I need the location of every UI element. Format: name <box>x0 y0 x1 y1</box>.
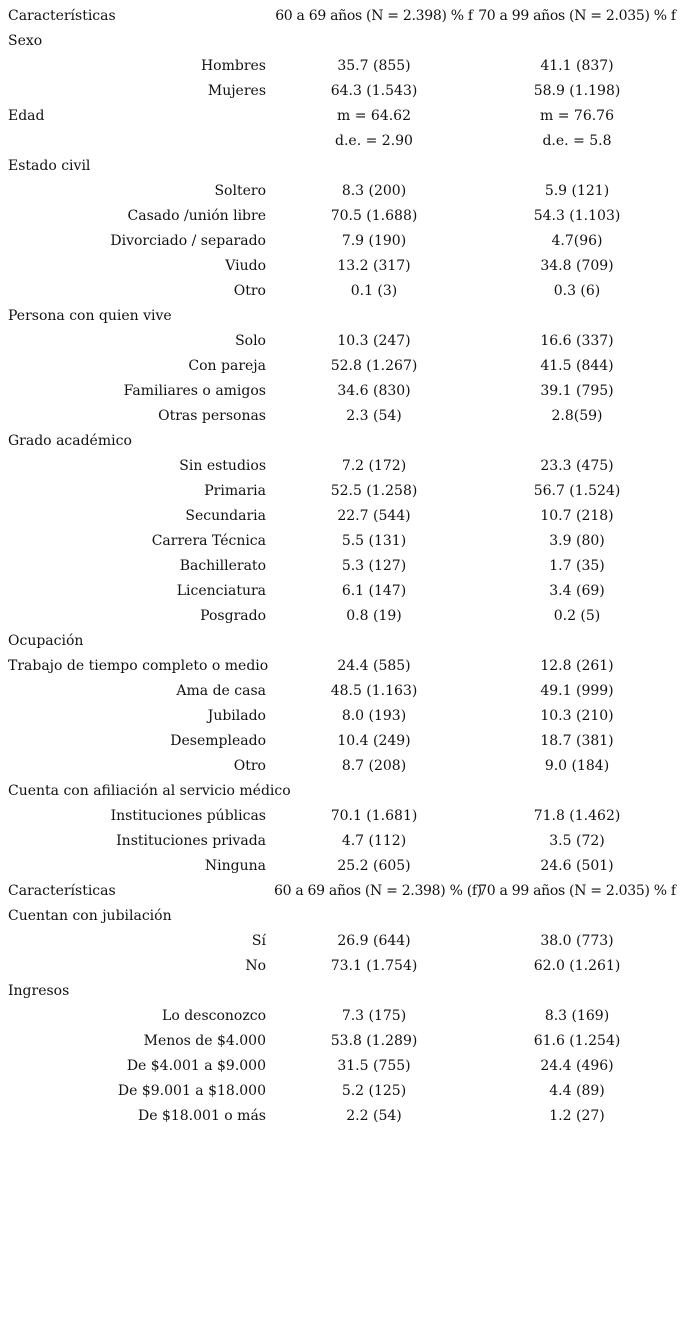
section-label: Cuentan con jubilación <box>8 908 172 924</box>
row-label: Ama de casa <box>176 683 266 699</box>
value-70-99: 41.5 (844) <box>540 358 614 374</box>
value-60-69: 5.2 (125) <box>341 1083 407 1099</box>
section-row <box>0 154 683 179</box>
section-row <box>0 654 683 679</box>
table-row <box>0 579 683 604</box>
table-row <box>0 379 683 404</box>
value-70-99: 23.3 (475) <box>540 458 614 474</box>
row-label: Otras personas <box>158 408 266 424</box>
section-row <box>0 29 683 54</box>
row-label: Solo <box>235 333 266 349</box>
row-label: Posgrado <box>200 608 266 624</box>
section-row <box>0 904 683 929</box>
table-row <box>0 1104 683 1129</box>
table-row <box>0 1079 683 1104</box>
value-60-69: 2.3 (54) <box>346 408 402 424</box>
row-label: Ninguna <box>204 858 266 874</box>
row-label <box>8 129 266 154</box>
value-60-69: 0.8 (19) <box>346 608 402 624</box>
table-row <box>0 329 683 354</box>
row-label: Soltero <box>214 183 266 199</box>
table-row <box>0 279 683 304</box>
table-row <box>0 679 683 704</box>
value-60-69: 48.5 (1.163) <box>330 683 418 699</box>
table-row <box>0 1029 683 1054</box>
value-60-69: 8.7 (208) <box>341 758 407 774</box>
value-70-99: 3.5 (72) <box>549 833 605 849</box>
row-label: De $4.001 a $9.000 <box>126 1058 266 1074</box>
table-row <box>0 1054 683 1079</box>
column-header-60-69: 60 a 69 años (N = 2.398) % f <box>275 8 473 24</box>
column-header-60-69: 60 a 69 años (N = 2.398) % (f) <box>274 883 482 899</box>
row-label: Licenciatura <box>176 583 266 599</box>
value-60-69: 26.9 (644) <box>337 933 411 949</box>
characteristics-header: Características <box>8 883 116 899</box>
value-60-69: 70.1 (1.681) <box>330 808 418 824</box>
row-label: Menos de $4.000 <box>143 1033 266 1049</box>
table-row <box>0 54 683 79</box>
value-60-69: 10.3 (247) <box>337 333 411 349</box>
value-70-99: 3.4 (69) <box>549 583 605 599</box>
value-60-69: 70.5 (1.688) <box>330 208 418 224</box>
value-60-69: 7.3 (175) <box>341 1008 407 1024</box>
table-row <box>0 204 683 229</box>
section-row <box>0 779 683 804</box>
row-label: Bachillerato <box>179 558 266 574</box>
row-label: Viudo <box>225 258 266 274</box>
value-70-99: 38.0 (773) <box>540 933 614 949</box>
table-row <box>0 79 683 104</box>
table-row <box>0 129 683 154</box>
section-label: Sexo <box>8 33 43 49</box>
value-60-69: 13.2 (317) <box>337 258 411 274</box>
value-60-69: 52.8 (1.267) <box>330 358 418 374</box>
value-70-99: 10.3 (210) <box>540 708 614 724</box>
row-label: Lo desconozco <box>162 1008 266 1024</box>
table-header-row <box>0 879 683 904</box>
row-label: De $9.001 a $18.000 <box>117 1083 266 1099</box>
value-70-99: 49.1 (999) <box>540 683 614 699</box>
table-row <box>0 754 683 779</box>
row-label: Otro <box>233 758 266 774</box>
value-60-69: 52.5 (1.258) <box>330 483 418 499</box>
table-row <box>0 729 683 754</box>
table-row <box>0 454 683 479</box>
row-label: Desempleado <box>170 733 266 749</box>
column-header-70-99: 70 a 99 años (N = 2.035) % f <box>478 883 676 899</box>
value-70-99: 58.9 (1.198) <box>533 83 621 99</box>
table-row <box>0 529 683 554</box>
table-row <box>0 354 683 379</box>
value-60-69: 8.0 (193) <box>341 708 407 724</box>
value-60-69: 5.3 (127) <box>341 558 407 574</box>
table-row <box>0 1004 683 1029</box>
table-row <box>0 229 683 254</box>
table-header-row <box>0 4 683 29</box>
row-label: Primaria <box>204 483 266 499</box>
section-label: Persona con quien vive <box>8 308 172 324</box>
value-70-99: 9.0 (184) <box>544 758 610 774</box>
table-row <box>0 854 683 879</box>
value-60-69: 73.1 (1.754) <box>330 958 418 974</box>
value-60-69: 8.3 (200) <box>341 183 407 199</box>
table-row <box>0 929 683 954</box>
value-70-99: 39.1 (795) <box>540 383 614 399</box>
characteristics-header: Características <box>8 8 116 24</box>
value-60-69: 34.6 (830) <box>337 383 411 399</box>
value-60-69: 24.4 (585) <box>337 658 411 674</box>
section-label: Estado civil <box>8 158 91 174</box>
value-70-99: 54.3 (1.103) <box>533 208 621 224</box>
value-70-99: 0.2 (5) <box>553 608 601 624</box>
section-label: Grado académico <box>8 433 132 449</box>
row-label: Instituciones públicas <box>110 808 266 824</box>
value-70-99: 0.3 (6) <box>553 283 601 299</box>
value-70-99: 24.6 (501) <box>540 858 614 874</box>
value-70-99: 2.8(59) <box>551 408 603 424</box>
section-row <box>0 304 683 329</box>
table-row <box>0 554 683 579</box>
row-label: Instituciones privada <box>116 833 266 849</box>
value-70-99: 16.6 (337) <box>540 333 614 349</box>
row-label: Con pareja <box>188 358 266 374</box>
section-label: Cuenta con afiliación al servicio médico <box>8 783 291 799</box>
row-label: Mujeres <box>207 83 266 99</box>
table-row <box>0 604 683 629</box>
value-70-99: 71.8 (1.462) <box>533 808 621 824</box>
value-70-99: 4.7(96) <box>551 233 603 249</box>
value-70-99: 1.2 (27) <box>549 1108 605 1124</box>
value-60-69: 35.7 (855) <box>337 58 411 74</box>
value-70-99: 41.1 (837) <box>540 58 614 74</box>
section-label: Ingresos <box>8 983 70 999</box>
row-label: Carrera Técnica <box>151 533 266 549</box>
value-60-69: 4.7 (112) <box>341 833 407 849</box>
value-60-69: d.e. = 2.90 <box>335 133 413 149</box>
section-row <box>0 104 683 129</box>
value-60-69: 7.9 (190) <box>341 233 407 249</box>
value-70-99: 5.9 (121) <box>544 183 610 199</box>
table-row <box>0 404 683 429</box>
table-row <box>0 254 683 279</box>
section-label: Edad <box>8 108 45 124</box>
table-row <box>0 829 683 854</box>
row-label: Casado /unión libre <box>127 208 266 224</box>
value-70-99: 62.0 (1.261) <box>533 958 621 974</box>
value-70-99: 1.7 (35) <box>549 558 605 574</box>
value-60-69: 64.3 (1.543) <box>330 83 418 99</box>
row-label: De $18.001 o más <box>138 1108 266 1124</box>
value-60-69: 2.2 (54) <box>346 1108 402 1124</box>
section-row <box>0 979 683 1004</box>
value-60-69: 25.2 (605) <box>337 858 411 874</box>
row-label: Jubilado <box>207 708 266 724</box>
table-row <box>0 704 683 729</box>
value-70-99: 8.3 (169) <box>544 1008 610 1024</box>
value-70-99: 61.6 (1.254) <box>533 1033 621 1049</box>
row-label: Sin estudios <box>179 458 266 474</box>
value-70-99: 12.8 (261) <box>540 658 614 674</box>
section-label: Ocupación <box>8 633 84 649</box>
value-70-99: 18.7 (381) <box>540 733 614 749</box>
value-70-99: 34.8 (709) <box>540 258 614 274</box>
value-60-69: 0.1 (3) <box>350 283 398 299</box>
value-70-99: d.e. = 5.8 <box>542 133 612 149</box>
value-70-99: 4.4 (89) <box>549 1083 605 1099</box>
row-label: Otro <box>233 283 266 299</box>
value-60-69: 6.1 (147) <box>341 583 407 599</box>
section-row <box>0 629 683 654</box>
value-70-99: 3.9 (80) <box>549 533 605 549</box>
value-60-69: 53.8 (1.289) <box>330 1033 418 1049</box>
value-60-69: 5.5 (131) <box>341 533 407 549</box>
value-70-99: 10.7 (218) <box>540 508 614 524</box>
row-label: Sí <box>251 933 266 949</box>
column-header-70-99: 70 a 99 años (N = 2.035) % f <box>478 8 676 24</box>
value-70-99: 56.7 (1.524) <box>533 483 621 499</box>
table-row <box>0 504 683 529</box>
demographics-table <box>0 4 683 1129</box>
section-row <box>0 429 683 454</box>
value-60-69: 10.4 (249) <box>337 733 411 749</box>
value-60-69: 22.7 (544) <box>337 508 411 524</box>
table-row <box>0 954 683 979</box>
value-60-69: 7.2 (172) <box>341 458 407 474</box>
value-60-69: 31.5 (755) <box>337 1058 411 1074</box>
row-label: Secundaria <box>185 508 266 524</box>
value-70-99: 24.4 (496) <box>540 1058 614 1074</box>
row-label: Hombres <box>200 58 266 74</box>
section-label: Trabajo de tiempo completo o medio <box>8 658 269 674</box>
row-label: No <box>245 958 266 974</box>
table-row <box>0 804 683 829</box>
table-row <box>0 479 683 504</box>
row-label: Divorciado / separado <box>110 233 266 249</box>
table-row <box>0 179 683 204</box>
value-70-99: m = 76.76 <box>540 108 614 124</box>
value-60-69: m = 64.62 <box>337 108 411 124</box>
row-label: Familiares o amigos <box>123 383 266 399</box>
